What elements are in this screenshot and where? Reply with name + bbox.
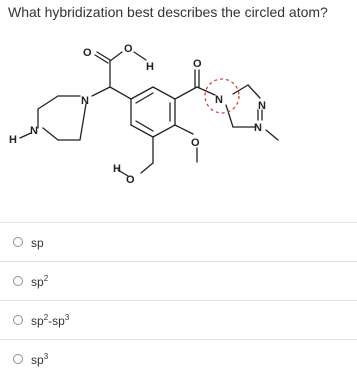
option-label: $sp^2-sp^3$ [31,312,70,328]
atom-label: N [215,94,223,106]
radio-button[interactable] [13,276,23,286]
atom-label: O [191,137,200,149]
option-label: $sp^3$ [31,351,49,367]
atom-label: H [113,163,121,175]
option-sp3[interactable] [0,339,357,378]
atom-label: N [30,125,38,137]
atom-label: N [258,100,266,112]
radio-button[interactable] [13,237,23,247]
radio-button[interactable] [13,354,23,364]
atom-label: O [83,47,92,59]
atom-label: O [126,174,135,186]
atom-label: N [254,122,262,134]
option-sp2-sp3[interactable] [0,300,357,339]
option-label: $sp^2$ [31,273,49,289]
molecule-diagram [0,30,357,220]
atom-label: O [124,43,133,55]
atom-label: N [81,95,89,107]
atom-label: H [146,61,154,73]
atom-label: H [9,134,17,146]
radio-button[interactable] [13,315,23,325]
answer-options [0,222,357,378]
atom-label: O [193,58,202,70]
question-text: What hybridization best describes the circled atom? [8,4,328,20]
option-sp[interactable] [0,222,357,261]
molecule-figure [0,30,357,220]
option-sp2[interactable] [0,261,357,300]
option-label: sp [31,235,44,250]
